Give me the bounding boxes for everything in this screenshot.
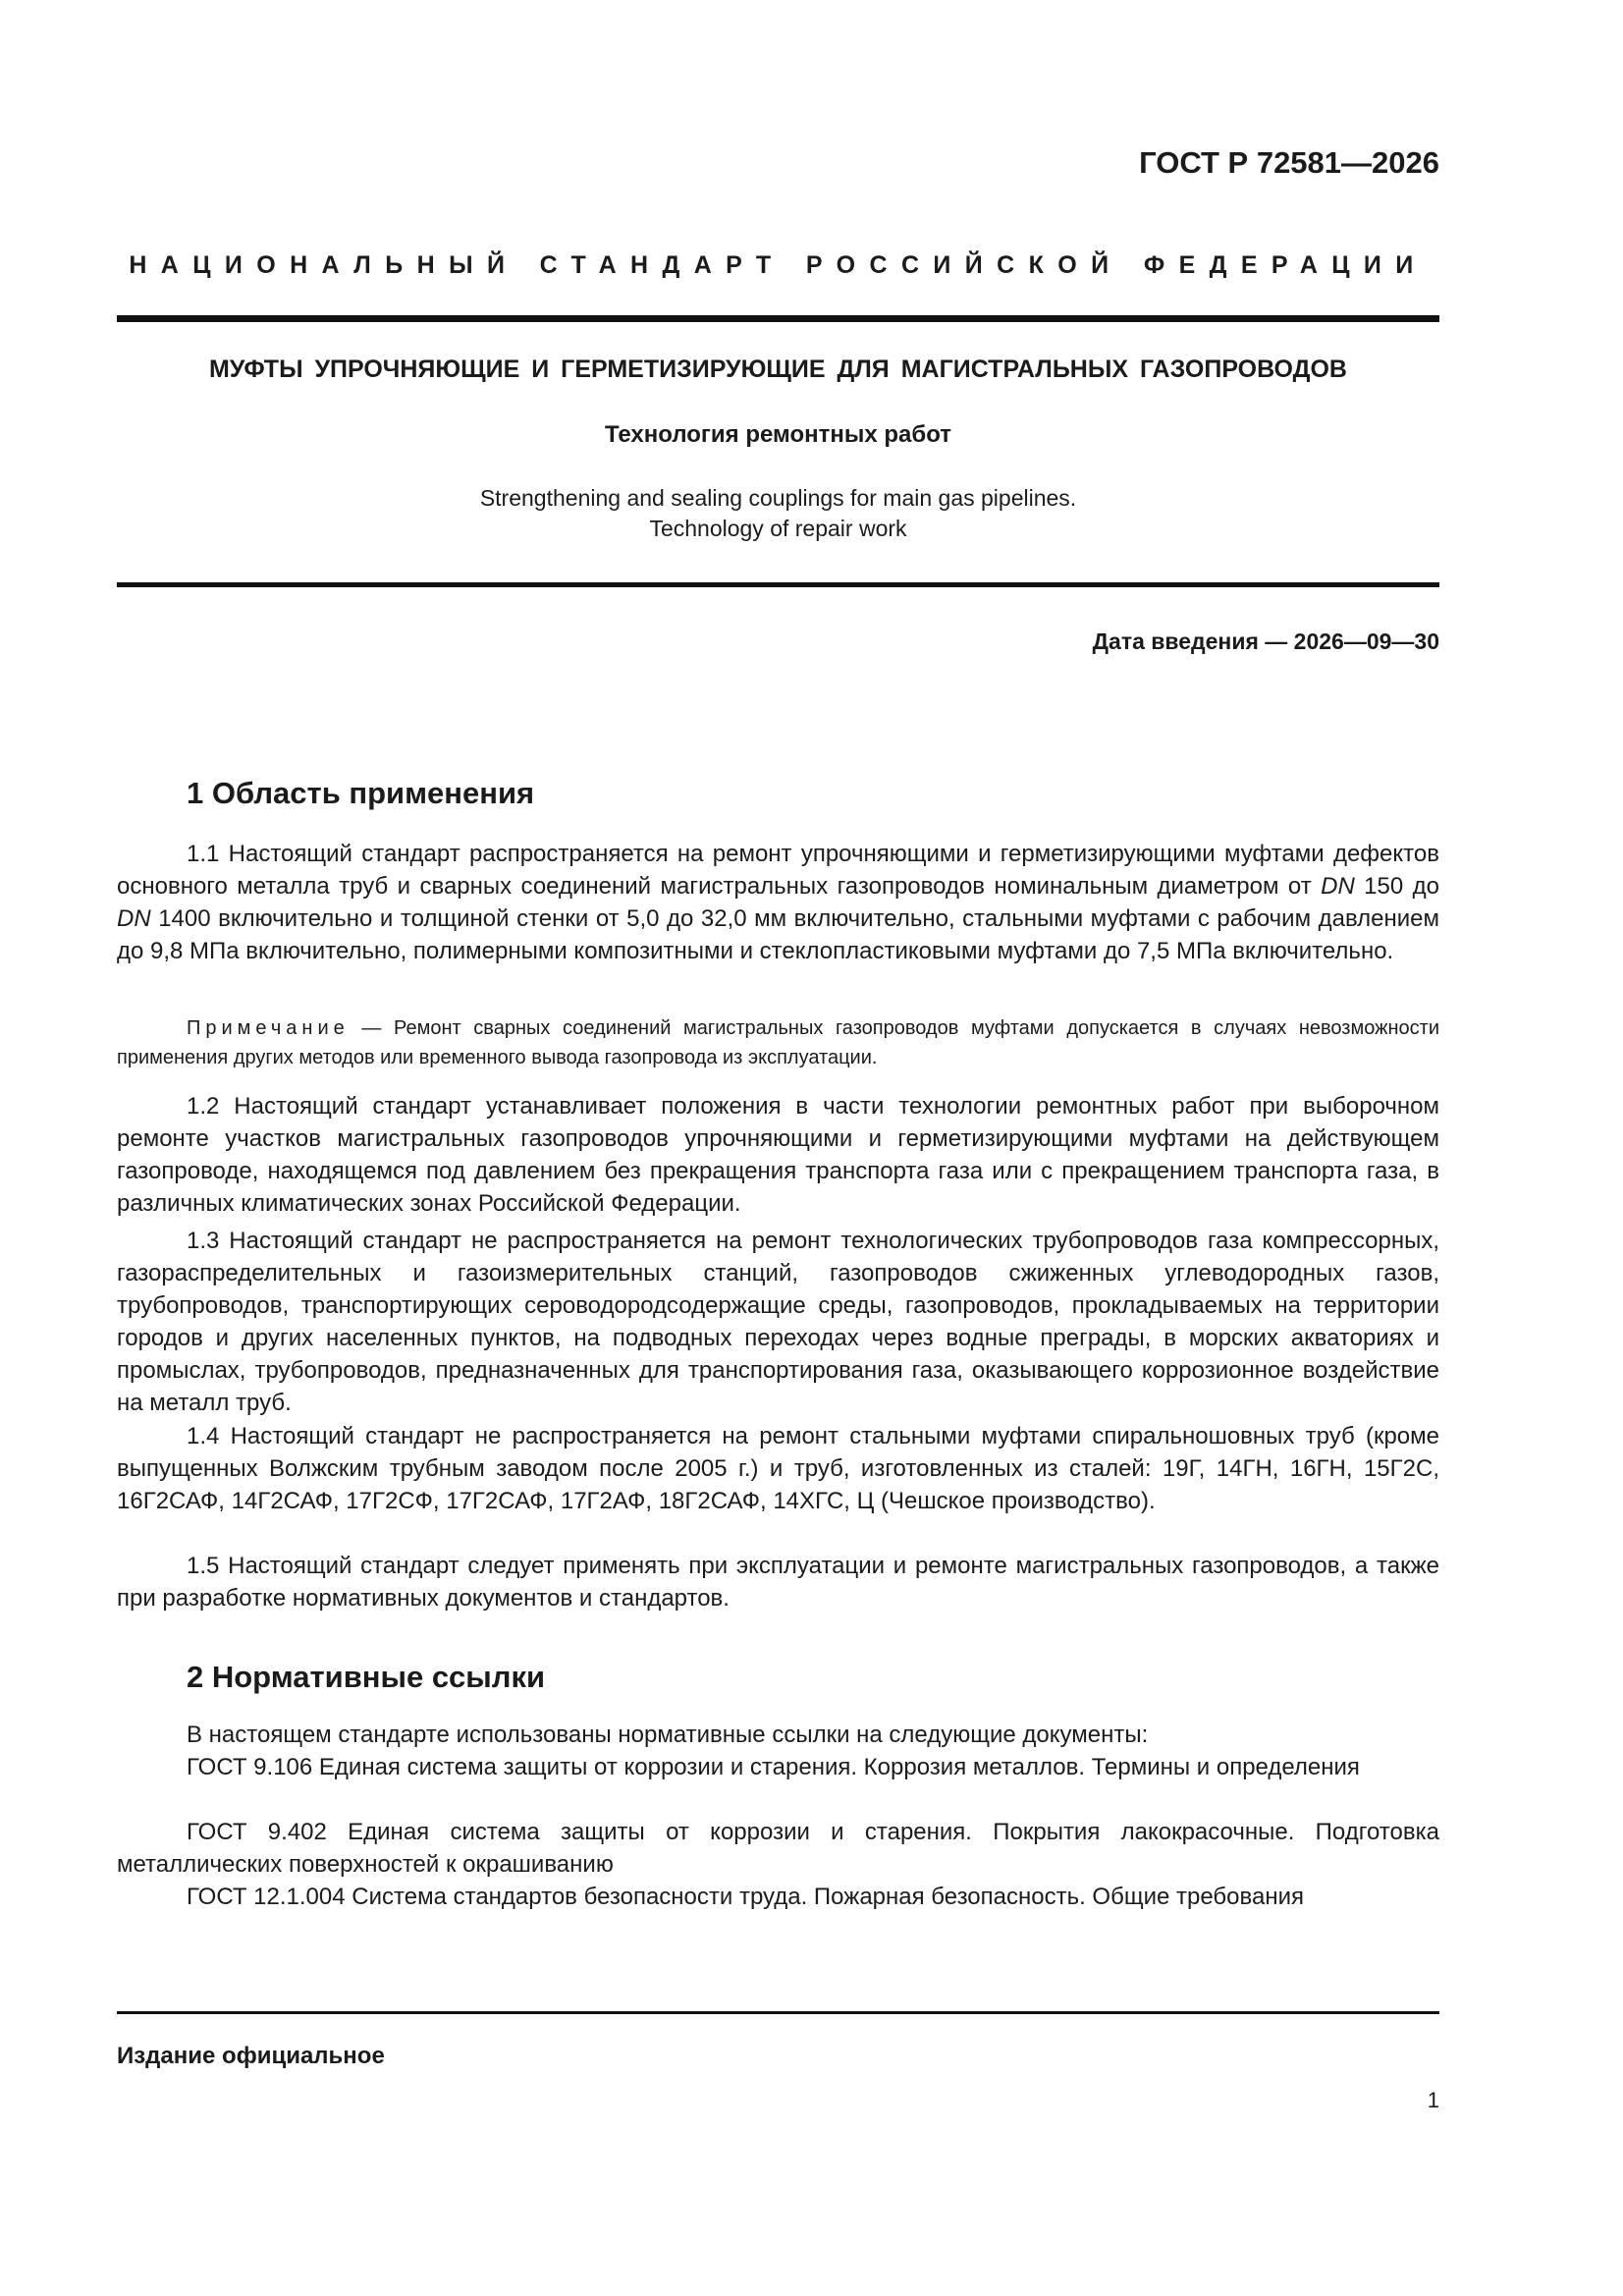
national-standard-title: НАЦИОНАЛЬНЫЙ СТАНДАРТ РОССИЙСКОЙ ФЕДЕРАЦИИ xyxy=(129,251,1428,279)
note-label: Примечание xyxy=(187,1017,350,1039)
reference-item: ГОСТ 9.106 Единая система защиты от коррозии и старения. Коррозия металлов. Термины и определения xyxy=(187,1754,1360,1780)
references-intro: В настоящем стандарте использованы нормативные ссылки на следующие документы: xyxy=(187,1722,1149,1748)
footer-divider xyxy=(117,2011,1439,2014)
introduction-date: Дата введения — 2026—09—30 xyxy=(1092,629,1439,654)
paragraph-1-4: 1.4 Настоящий стандарт не распространяется на ремонт стальными муфтами спиральношовных труб (кроме выпущенных Волжским трубным заводом после 2005 г.) и труб, изготовленных из сталей: 19Г, 14ГН, 16ГН, 15Г2С, 16Г2САФ, 14Г2САФ, 17Г2СФ, 17Г2САФ, 17Г2АФ, 18Г2САФ, 14ХГС, Ц (Чешское производство). xyxy=(117,1423,1439,1514)
english-title-line-1: Strengthening and sealing couplings for main gas pipelines. xyxy=(479,485,1077,511)
section-2-heading: 2 Нормативные ссылки xyxy=(187,1660,546,1694)
page-number: 1 xyxy=(1427,2088,1439,2112)
paragraph-1-1 xyxy=(117,838,1439,967)
reference-item: ГОСТ 12.1.004 Система стандартов безопасности труда. Пожарная безопасность. Общие требования xyxy=(187,1884,1305,1910)
paragraph-1-1-text-c: 1400 включительно и толщиной стенки от 5,0 до 32,0 мм включительно, стальными муфтами с рабочим давлением до 9,8 МПа включительно, полимерными композитными и стеклопластиковыми муфтами до 7,5 МПа включительно. xyxy=(117,905,1439,964)
note xyxy=(117,1013,1439,1072)
paragraph-1-2: 1.2 Настоящий стандарт устанавливает положения в части технологии ремонтных работ при выборочном ремонте участков магистральных газопроводов упрочняющими и герметизирующими муфтами на действующем газопроводе, находящемся под давлением без прекращения транспорта газа или с прекращением транспорта газа, в различных климатических зонах Российской Федерации. xyxy=(117,1093,1439,1217)
reference-item: ГОСТ 9.402 Единая система защиты от коррозии и старения. Покрытия лакокрасочные. Подготовка металлических поверхностей к окрашиванию xyxy=(117,1819,1439,1878)
dn-symbol: DN xyxy=(1321,873,1355,900)
paragraph-1-1-text-b: 150 до xyxy=(1354,873,1439,900)
dn-symbol: DN xyxy=(117,905,151,932)
document-subtitle: Технология ремонтных работ xyxy=(604,421,952,448)
note-text: — Ремонт сварных соединений магистральных газопроводов муфтами допускается в случаях невозможности применения других методов или временного вывода газопровода из эксплуатации. xyxy=(117,1017,1439,1068)
top-divider xyxy=(117,315,1439,322)
paragraph-1-3: 1.3 Настоящий стандарт не распространяется на ремонт технологических трубопроводов газа компрессорных, газораспределительных и газоизмерительных станций, газопроводов сжиженных углеводородных газов, трубопроводов, транспортирующих сероводородсодержащие среды, газопроводов, прокладываемых на территории городов и других населенных пунктов, на подводных переходах через водные преграды, в морских акваториях и промыслах, трубопроводов, предназначенных для транспортирования газа, оказывающего коррозионное воздействие на металл труб. xyxy=(117,1228,1439,1416)
paragraph-1-5: 1.5 Настоящий стандарт следует применять при эксплуатации и ремонте магистральных газопроводов, а также при разработке нормативных документов и стандартов. xyxy=(117,1553,1439,1612)
paragraph-1-1-text-a: 1.1 Настоящий стандарт распространяется на ремонт упрочняющими и герметизирующими муфтами дефектов основного металла труб и сварных соединений магистральных газопроводов номинальным диаметром от xyxy=(117,841,1439,900)
official-edition-label: Издание официальное xyxy=(117,2043,385,2069)
document-title: МУФТЫ УПРОЧНЯЮЩИЕ И ГЕРМЕТИЗИРУЮЩИЕ ДЛЯ МАГИСТРАЛЬНЫХ ГАЗОПРОВОДОВ xyxy=(208,355,1347,383)
title-divider xyxy=(117,582,1439,587)
english-title xyxy=(117,483,1439,544)
section-1-heading: 1 Область применения xyxy=(187,776,535,810)
english-title-line-2: Technology of repair work xyxy=(649,516,907,541)
document-number: ГОСТ Р 72581—2026 xyxy=(1139,145,1439,180)
